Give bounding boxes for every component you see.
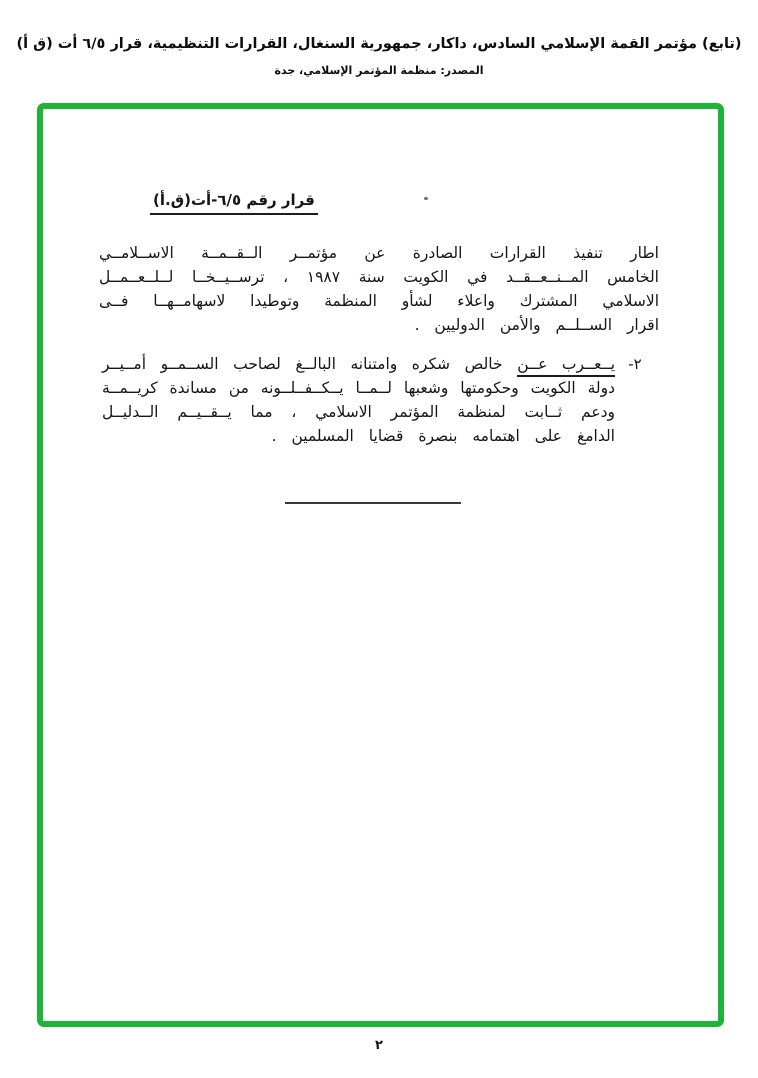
text-line: اطار تنفيذ القرارات الصادرة عن مؤتمــر الــقــمــة الاســلامــي xyxy=(99,244,659,262)
paragraph-2 xyxy=(102,352,615,448)
separator-line xyxy=(285,502,461,504)
header-citation: (تابع) مؤتمر القمة الإسلامي السادس، داكار، جمهورية السنغال، القرارات التنظيمية، قرار ٦/٥ أت (ق أ) xyxy=(16,36,742,52)
operative-verb-underlined: يــعــرب عــن xyxy=(517,355,615,377)
scan-artifact xyxy=(424,197,428,200)
text-segment: خالص شكره وامتنانه البالــغ لصاحب الســمــو أمــيــر xyxy=(102,355,503,373)
text-line: اقرار الســلــم والأمن الدوليين . xyxy=(414,316,659,334)
text-line: ودعم ثــابت لمنظمة المؤتمر الاسلامي ، مما يــقــيــم الــدليــل xyxy=(102,403,615,421)
text-line: دولة الكويت وحكومتها وشعبها لــمــا يــكــفــلــونه من مساندة كريــمــة xyxy=(102,379,615,397)
header-source: المصدر: منظمة المؤتمر الإسلامي، جدة xyxy=(274,64,484,77)
page-number: ٢ xyxy=(375,1038,383,1053)
item-number: ٢- xyxy=(628,355,642,373)
text-line: الدامغ على اهتمامه بنصرة قضايا المسلمين . xyxy=(271,427,615,445)
text-line xyxy=(102,352,615,376)
text-line: الاسلامي المشترك واعلاء لشأو المنظمة وتوطيدا لاسهامــهــا فــى xyxy=(99,292,659,310)
text-line: الخامس المــنــعــقــد في الكويت سنة ١٩٨٧ ، ترســيــخــا لــلــعــمــل xyxy=(99,268,659,286)
resolution-title: قرار رقم ٦/٥-أت(ق.أ) xyxy=(150,191,318,215)
paragraph-continuation xyxy=(99,241,659,337)
